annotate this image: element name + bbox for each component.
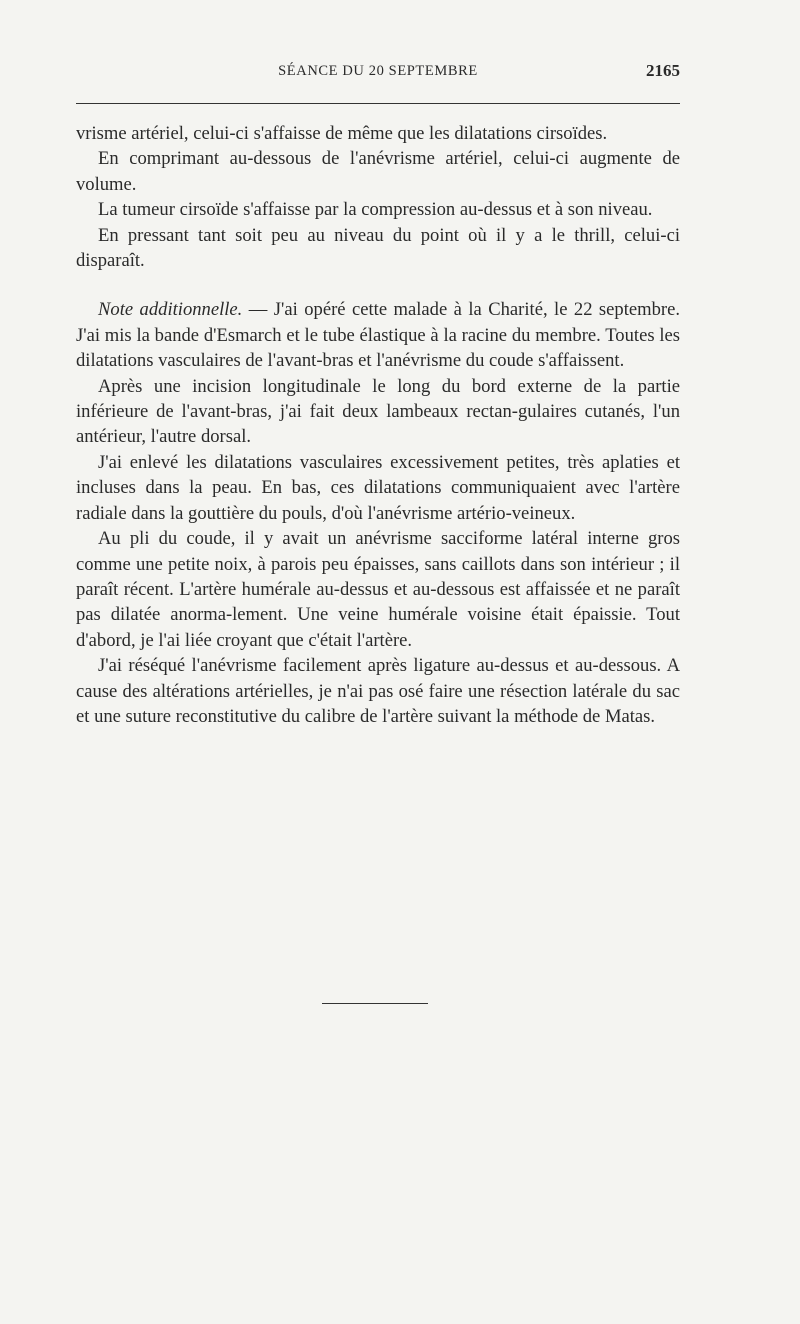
note-text: — J'ai opéré cette malade à la Charité, le 22 septembre. J'ai mis la bande d'Esmarch et le tube élastique à la racine du membre. Toutes les dilatations vasculaires de l'avant-bras et l'anévrisme du coude s'affaissent. bbox=[76, 299, 680, 372]
body-text bbox=[76, 121, 680, 729]
paragraph-6: Après une incision longitudinale le long du bord externe de la partie inférieure de l'avant-bras, j'ai fait deux lambeaux rectan-gulaires cutanés, l'un antérieur, l'autre dorsal. bbox=[76, 375, 680, 448]
paragraph-2: En comprimant au-dessous de l'anévrisme artériel, celui-ci augmente de volume. bbox=[76, 148, 680, 195]
running-title: SÉANCE DU 20 SEPTEMBRE bbox=[278, 63, 478, 79]
paragraph-7: J'ai enlevé les dilatations vasculaires excessivement petites, très aplaties et incluses dans la peau. En bas, ces dilatations communiquaient avec l'artère radiale dans la gouttière du pouls, d'où l'anévrisme artério-veineux. bbox=[76, 451, 680, 524]
header-rule bbox=[76, 103, 680, 104]
note-lead: Note additionnelle. bbox=[98, 299, 243, 321]
paragraph-note bbox=[76, 297, 680, 373]
paragraph-8: Au pli du coude, il y avait un anévrisme sacciforme latéral interne gros comme une petite noix, à parois peu épaisses, sans caillots dans son intérieur ; il paraît récent. L'artère humérale au-dessus et au-dessous est affaissée et ne paraît pas dilatée anorma-lement. Une veine humérale voisine était épaissie. Tout d'abord, je l'ai liée croyant que c'était l'artère. bbox=[76, 528, 680, 651]
paragraph-9: J'ai réséqué l'anévrisme facilement après ligature au-dessus et au-dessous. A cause des altérations artérielles, je n'ai pas osé faire une résection latérale du sac et une suture reconstitutive du calibre de l'artère suivant la méthode de Matas. bbox=[76, 655, 680, 727]
paragraph-4: En pressant tant soit peu au niveau du point où il y a le thrill, celui-ci disparaît. bbox=[76, 224, 680, 272]
end-rule bbox=[322, 1003, 428, 1004]
paragraph-1: vrisme artériel, celui-ci s'affaisse de même que les dilatations cirsoïdes. bbox=[76, 123, 608, 144]
paragraph-3: La tumeur cirsoïde s'affaisse par la compression au-dessus et à son niveau. bbox=[98, 199, 653, 221]
page-header bbox=[76, 60, 680, 90]
page-number: 2165 bbox=[646, 61, 680, 80]
